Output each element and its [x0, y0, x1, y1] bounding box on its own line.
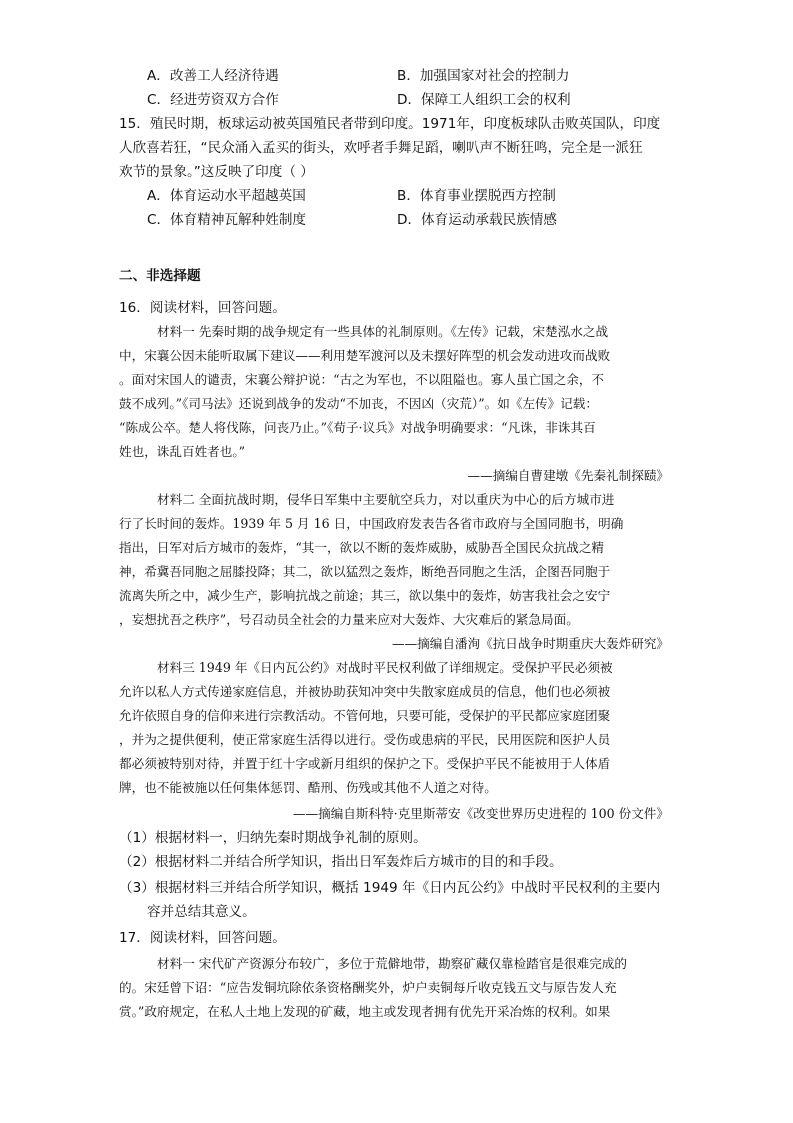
q16-material2-source: ——摘编自潘洵《抗日战争时期重庆大轰炸研究》 — [391, 636, 669, 651]
q16-material1-line: “陈成公卒。楚人将伐陈，问丧乃止。”《荀子·议兵》对战争明确要求：“凡诛，非诛其百 — [119, 420, 596, 435]
q16-subquestion-1: （1）根据材料一，归纳先秦时期战争礼制的原则。 — [119, 830, 427, 846]
q16-material2-line: ，妄想扰吾之秩序”，号召动员全社会的力量来应对大轰炸、大灾难后的紧急局面。 — [119, 612, 579, 627]
q16-material3-source: ——摘编自斯科特·克里斯蒂安《改变世界历史进程的 100 份文件》 — [292, 806, 669, 821]
q15-option-d[interactable]: D．体育运动承载民族情感 — [397, 212, 557, 228]
q16-subquestion-3-cont: 容并总结其意义。 — [147, 904, 256, 920]
q16-subquestion-3: （3）根据材料三并结合所学知识，概括 1949 年《日内瓦公约》中战时平民权利的主要内 — [119, 880, 661, 896]
q15-stem-line: 欢节的景象。”这反映了印度（ ） — [119, 164, 314, 180]
q15-option-c[interactable]: C．体育精神瓦解种姓制度 — [147, 212, 307, 228]
q15-option-a[interactable]: A．体育运动水平超越英国 — [147, 188, 306, 204]
q17-material1-line: 赏。”政府规定，在私人土地上发现的矿藏，地主或发现者拥有优先开采冶炼的权利。如果 — [119, 1004, 611, 1019]
q16-material2-line: 指出，日军对后方城市的轰炸，“其一，欲以不断的轰炸威胁，威胁吾全国民众抗战之精 — [119, 540, 605, 555]
q14-option-b[interactable]: B．加强国家对社会的控制力 — [397, 68, 570, 84]
q16-material1-line: 姓也，诛乱百姓者也。” — [119, 444, 246, 459]
q16-subquestion-2: （2）根据材料二并结合所学知识，指出日军轰炸后方城市的目的和手段。 — [119, 854, 563, 870]
q16-material2-line: 材料二 全面抗战时期，侵华日军集中主要航空兵力，对以重庆为中心的后方城市进 — [157, 492, 615, 507]
section-title: 二、非选择题 — [119, 268, 201, 284]
q14-option-d[interactable]: D．保障工人组织工会的权利 — [397, 92, 571, 108]
q15-stem-line: 人欣喜若狂，“民众涌入孟买的街头，欢呼者手舞足蹈，喇叭声不断狂鸣，完全是一派狂 — [119, 140, 643, 156]
q15-option-b[interactable]: B．体育事业摆脱西方控制 — [397, 188, 556, 204]
q16-material1-line: 。面对宋国人的谴责，宋襄公辩护说：“古之为军也，不以阻隘也。寡人虽亡国之余，不 — [119, 372, 605, 387]
q15-stem-line: 15．殖民时期，板球运动被英国殖民者带到印度。1971年，印度板球队击败英国队，印度 — [119, 116, 661, 132]
q16-material2-line: 行了长时间的轰炸。1939 年 5 月 16 日，中国政府发表告各省市政府与全国同胞书，明确 — [119, 516, 624, 531]
q16-material3-line: 牌，也不能被施以任何集体惩罚、酷刑、伤残或其他不人道之对待。 — [119, 780, 497, 795]
q17-material1-line: 材料一 宋代矿产资源分布较广，多位于荒僻地带，勘察矿藏仅靠检踏官是很难完成的 — [157, 956, 627, 971]
q17-stem: 17．阅读材料，回答问题。 — [119, 930, 286, 946]
q16-material1-line: 鼓不成列。”《司马法》还说到战争的发动“不加丧，不因凶（灾荒）”。如《左传》记载： — [119, 396, 598, 411]
q16-material3-line: 材料三 1949 年《日内瓦公约》对战时平民权利做了详细规定。受保护平民必须被 — [157, 660, 613, 675]
q16-stem: 16．阅读材料，回答问题。 — [119, 300, 286, 316]
q16-material2-line: 神，希冀吾同胞之屈膝投降；其二，欲以猛烈之轰炸，断绝吾同胞之生活，企图吾同胞于 — [119, 564, 611, 579]
q16-material1-source: ——摘编自曹建墩《先秦礼制探赜》 — [467, 468, 669, 483]
q16-material3-line: 允许依照自身的信仰来进行宗教活动。不管何地，只要可能，受保护的平民都应家庭团聚 — [119, 708, 611, 723]
q16-material1-line: 材料一 先秦时期的战争规定有一些具体的礼制原则。《左传》记载，宋楚泓水之战 — [157, 324, 609, 339]
q16-material1-line: 中，宋襄公因未能听取属下建议——利用楚军渡河以及未摆好阵型的机会发动进攻而战败 — [119, 348, 611, 363]
q16-material3-line: ，并为之提供便利，使正常家庭生活得以进行。受伤或患病的平民，民用医院和医护人员 — [119, 732, 611, 747]
q16-material3-line: 都必须被特别对待，并置于红十字或新月组织的保护之下。受保护平民不能被用于人体盾 — [119, 756, 611, 771]
q16-material3-line: 允许以私人方式传递家庭信息，并被协助获知冲突中失散家庭成员的信息，他们也必须被 — [119, 684, 611, 699]
q17-material1-line: 的。宋廷曾下诏：“应告发铜坑除依条资格酬奖外，炉户卖铜每斤收克钱五文与原告发人充 — [119, 980, 617, 995]
q14-option-a[interactable]: A．改善工人经济待遇 — [147, 68, 279, 84]
q16-material2-line: 流离失所之中，减少生产，影响抗战之前途；其三，欲以集中的轰炸，妨害我社会之安宁 — [119, 588, 611, 603]
q14-option-c[interactable]: C．经进劳资双方合作 — [147, 92, 279, 108]
